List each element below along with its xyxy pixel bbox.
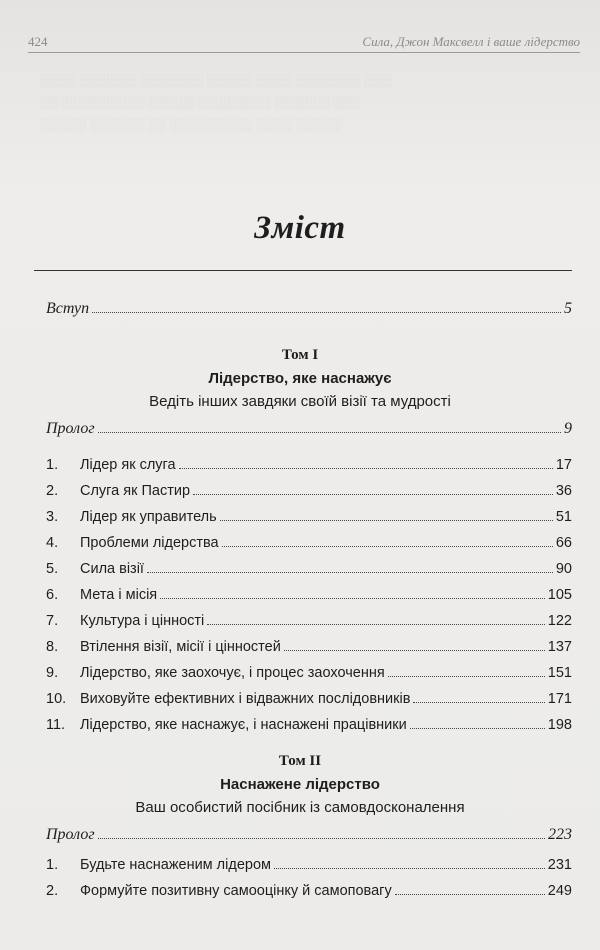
toc-entry-chapter[interactable]: [34, 665, 572, 681]
chapter-title: Втілення візії, місії і цінностей: [80, 639, 281, 655]
toc-entry-intro[interactable]: [34, 300, 572, 318]
toc-entry-chapter[interactable]: [34, 613, 572, 629]
toc-entry-chapter[interactable]: [34, 535, 572, 551]
leader-dots: [179, 468, 553, 469]
toc-entry-chapter[interactable]: [34, 639, 572, 655]
leader-dots: [222, 546, 553, 547]
chapter-title: Культура і цінності: [80, 613, 205, 629]
leader-dots: [410, 728, 545, 729]
leader-dots: [160, 598, 545, 599]
chapter-page: 249: [547, 883, 572, 899]
chapter-title: Мета і місія: [80, 587, 158, 603]
chapter-page: 137: [547, 639, 572, 655]
toc-entry-page: 223: [548, 826, 572, 843]
chapter-page: 151: [547, 665, 572, 681]
leader-dots: [284, 650, 545, 651]
running-header: [28, 32, 580, 53]
volume2-subtitle: Ваш особистий посібник із самовдосконалення: [135, 799, 465, 816]
chapter-page: 66: [555, 535, 572, 551]
leader-dots: [92, 312, 561, 313]
toc-entry-chapter[interactable]: [34, 561, 572, 577]
toc-entry-chapter[interactable]: [34, 587, 572, 603]
chapter-number: 2.: [46, 483, 59, 499]
leader-dots: [98, 432, 561, 433]
volume2-title: Наснажене лідерство: [220, 776, 380, 793]
chapter-page: 171: [547, 691, 572, 707]
toc-entry-chapter[interactable]: [34, 457, 572, 473]
page-title: Зміст: [254, 210, 346, 246]
toc-entry-chapter[interactable]: [34, 883, 572, 899]
toc-entry-label: Пролог: [46, 420, 95, 437]
chapter-page: 231: [547, 857, 572, 873]
chapter-number: 1.: [46, 457, 59, 473]
chapter-number: 1.: [46, 857, 59, 873]
chapter-title: Будьте наснаженим лідером: [80, 857, 271, 873]
leader-dots: [388, 676, 545, 677]
leader-dots: [98, 838, 545, 839]
toc-entry-chapter[interactable]: [34, 717, 572, 733]
volume1-title: Лідерство, яке наснажує: [208, 370, 392, 387]
chapter-number: 7.: [46, 613, 59, 629]
chapter-title: Лідер як слуга: [80, 457, 176, 473]
bleed-through-text: ░░░░ ░░░░░░ ░░░░░░░ ░░░░░ ░░░░ ░░░░░░░ ░░░ ░░ ░░░░░░░░░ ░░░░░ ░░░░░░░░ ░░░░░░ ░░░ ░░░░░ ░░░░░░ ░░ ░░░░░░░░░ ░░░░ ░░░░░: [40, 73, 392, 132]
chapter-page: 51: [555, 509, 572, 525]
chapter-number: 4.: [46, 535, 59, 551]
chapter-page: 36: [555, 483, 572, 499]
chapter-title: Виховуйте ефективних і відважних послідовників: [80, 691, 411, 707]
chapter-page: 17: [555, 457, 572, 473]
toc-entry-chapter[interactable]: [34, 691, 572, 707]
chapter-number: 9.: [46, 665, 59, 681]
chapter-number: 3.: [46, 509, 59, 525]
toc-entry-chapter[interactable]: [34, 509, 572, 525]
leader-dots: [413, 702, 544, 703]
leader-dots: [207, 624, 545, 625]
header-running-title: Сила, Джон Максвелл і ваше лідерство: [362, 34, 580, 49]
chapter-number: 10.: [46, 691, 67, 707]
chapter-page: 90: [555, 561, 572, 577]
volume2-label: Том II: [278, 753, 322, 769]
volume1-subtitle: Ведіть інших завдяки своїй візії та мудрості: [149, 393, 451, 410]
leader-dots: [395, 894, 545, 895]
toc-entry-prologue[interactable]: [34, 826, 572, 844]
chapter-number: 2.: [46, 883, 59, 899]
leader-dots: [147, 572, 553, 573]
leader-dots: [193, 494, 553, 495]
chapter-title: Лідерство, яке заохочує, і процес заохочення: [80, 665, 385, 681]
chapter-page: 105: [547, 587, 572, 603]
toc-entry-prologue[interactable]: [34, 420, 572, 438]
toc-entry-label: Пролог: [46, 826, 95, 843]
title-rule: [34, 270, 572, 271]
leader-dots: [274, 868, 545, 869]
chapter-title: Формуйте позитивну самооцінку й самоповагу: [80, 883, 392, 899]
chapter-number: 11.: [46, 717, 66, 733]
chapter-number: 6.: [46, 587, 59, 603]
toc-entry-chapter[interactable]: [34, 857, 572, 873]
chapter-number: 8.: [46, 639, 59, 655]
volume1-label: Том I: [281, 347, 319, 363]
chapter-title: Лідер як управитель: [80, 509, 217, 525]
chapter-page: 198: [547, 717, 572, 733]
chapter-title: Лідерство, яке наснажує, і наснажені працівники: [80, 717, 407, 733]
toc-entry-label: Вступ: [46, 300, 90, 317]
toc-entry-page: 9: [564, 420, 572, 437]
chapter-page: 122: [547, 613, 572, 629]
chapter-title: Проблеми лідерства: [80, 535, 219, 551]
chapter-title: Сила візії: [80, 561, 144, 577]
chapter-title: Слуга як Пастир: [80, 483, 191, 499]
chapter-number: 5.: [46, 561, 59, 577]
header-page-number: 424: [28, 34, 48, 49]
toc-entry-page: 5: [564, 300, 572, 317]
toc-entry-chapter[interactable]: [34, 483, 572, 499]
leader-dots: [220, 520, 553, 521]
